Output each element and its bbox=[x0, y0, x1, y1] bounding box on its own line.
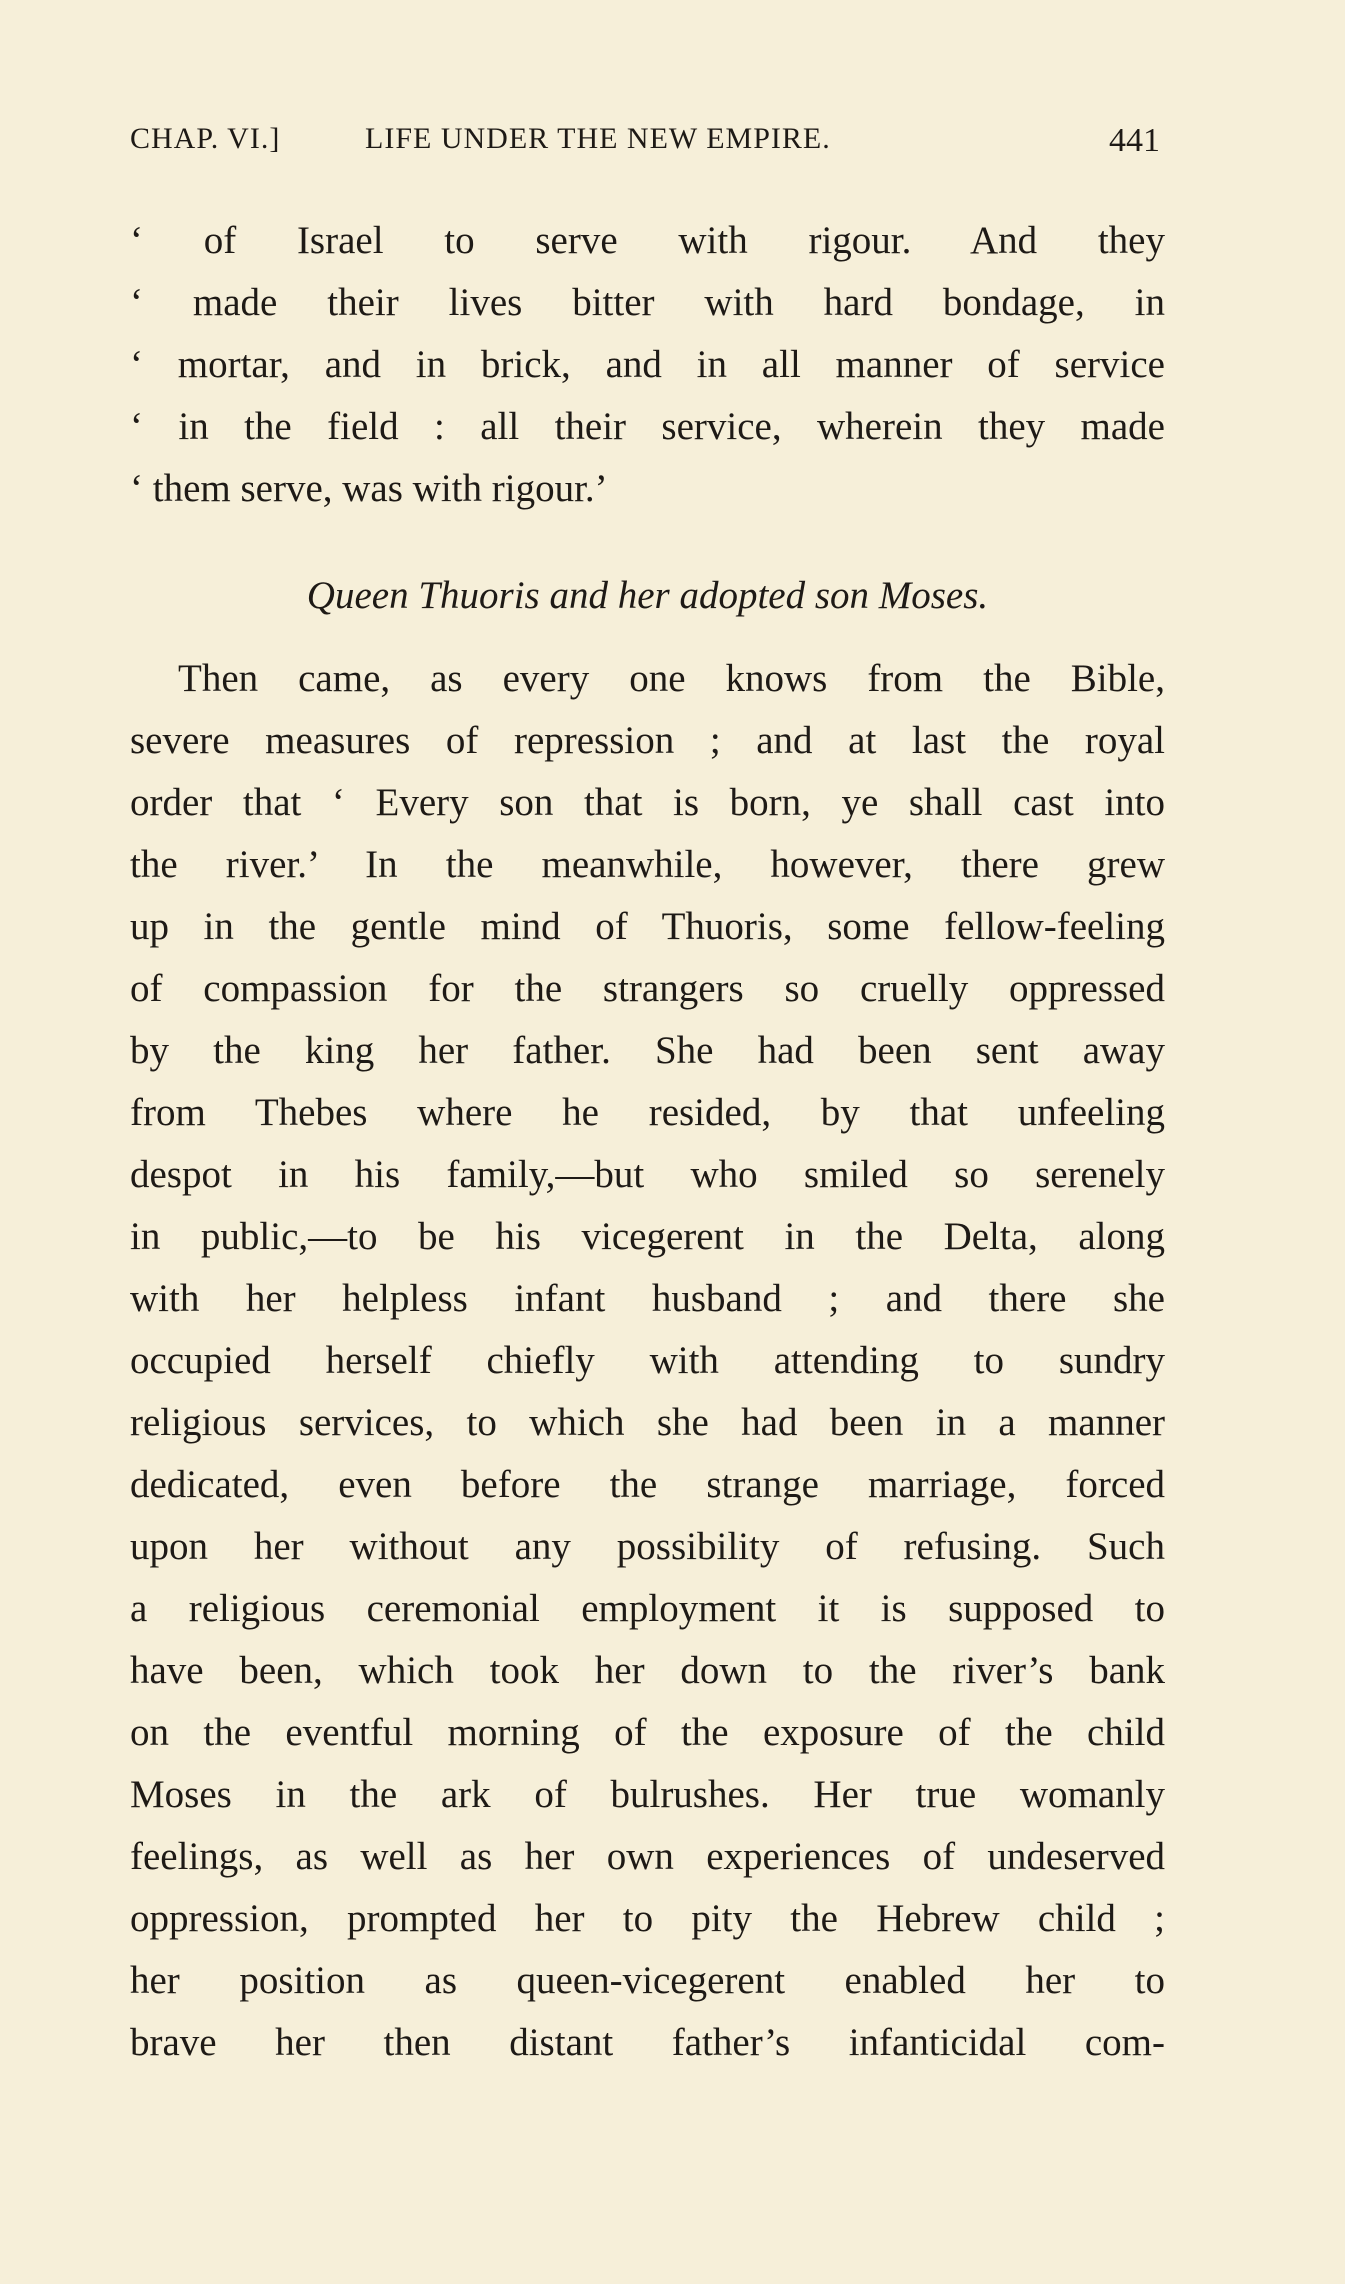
body-line: order that ‘ Every son that is born, ye shall cast into bbox=[130, 781, 1165, 824]
body-line: on the eventful morning of the exposure of the child bbox=[130, 1711, 1165, 1754]
body-line: severe measures of repression ; and at last the royal bbox=[130, 719, 1165, 762]
body-line: the river.’ In the meanwhile, however, there grew bbox=[130, 843, 1165, 886]
body-line: occupied herself chiefly with attending to sundry bbox=[130, 1339, 1165, 1382]
quote-line: ‘ of Israel to serve with rigour. And they bbox=[130, 219, 1165, 262]
chapter-label: CHAP. VI.] bbox=[130, 122, 281, 155]
quote-line: ‘ mortar, and in brick, and in all manner of service bbox=[130, 343, 1165, 386]
body-line: religious services, to which she had been in a manner bbox=[130, 1401, 1165, 1444]
body-line: Then came, as every one knows from the Bible, bbox=[178, 657, 1165, 700]
body-line: a religious ceremonial employment it is supposed to bbox=[130, 1587, 1165, 1630]
quote-line: ‘ made their lives bitter with hard bondage, in bbox=[130, 281, 1165, 324]
body-line: in public,—to be his vicegerent in the Delta, along bbox=[130, 1215, 1165, 1258]
body-line: from Thebes where he resided, by that unfeeling bbox=[130, 1091, 1165, 1134]
body-line: despot in his family,—but who smiled so serenely bbox=[130, 1153, 1165, 1196]
body-line: Moses in the ark of bulrushes. Her true womanly bbox=[130, 1773, 1165, 1816]
body-line: oppression, prompted her to pity the Hebrew child ; bbox=[130, 1897, 1165, 1940]
body-line: have been, which took her down to the river’s bank bbox=[130, 1649, 1165, 1692]
page-number: 441 bbox=[1109, 122, 1160, 159]
section-heading: Queen Thuoris and her adopted son Moses. bbox=[306, 574, 989, 617]
body-line: her position as queen-vicegerent enabled her to bbox=[130, 1959, 1165, 2002]
quote-line: ‘ them serve, was with rigour.’ bbox=[130, 467, 608, 510]
body-line: upon her without any possibility of refusing. Such bbox=[130, 1525, 1165, 1568]
running-title: LIFE UNDER THE NEW EMPIRE. bbox=[365, 122, 831, 155]
body-line: up in the gentle mind of Thuoris, some fellow-feeling bbox=[130, 905, 1165, 948]
body-line: dedicated, even before the strange marriage, forced bbox=[130, 1463, 1165, 1506]
body-line: with her helpless infant husband ; and there she bbox=[130, 1277, 1165, 1320]
body-line: of compassion for the strangers so cruelly oppressed bbox=[130, 967, 1165, 1010]
body-line: feelings, as well as her own experiences of undeserved bbox=[130, 1835, 1165, 1878]
body-line: by the king her father. She had been sent away bbox=[130, 1029, 1165, 1072]
running-header bbox=[130, 122, 1160, 166]
quote-line: ‘ in the field : all their service, wherein they made bbox=[130, 405, 1165, 448]
body-line: brave her then distant father’s infanticidal com- bbox=[130, 2021, 1165, 2064]
